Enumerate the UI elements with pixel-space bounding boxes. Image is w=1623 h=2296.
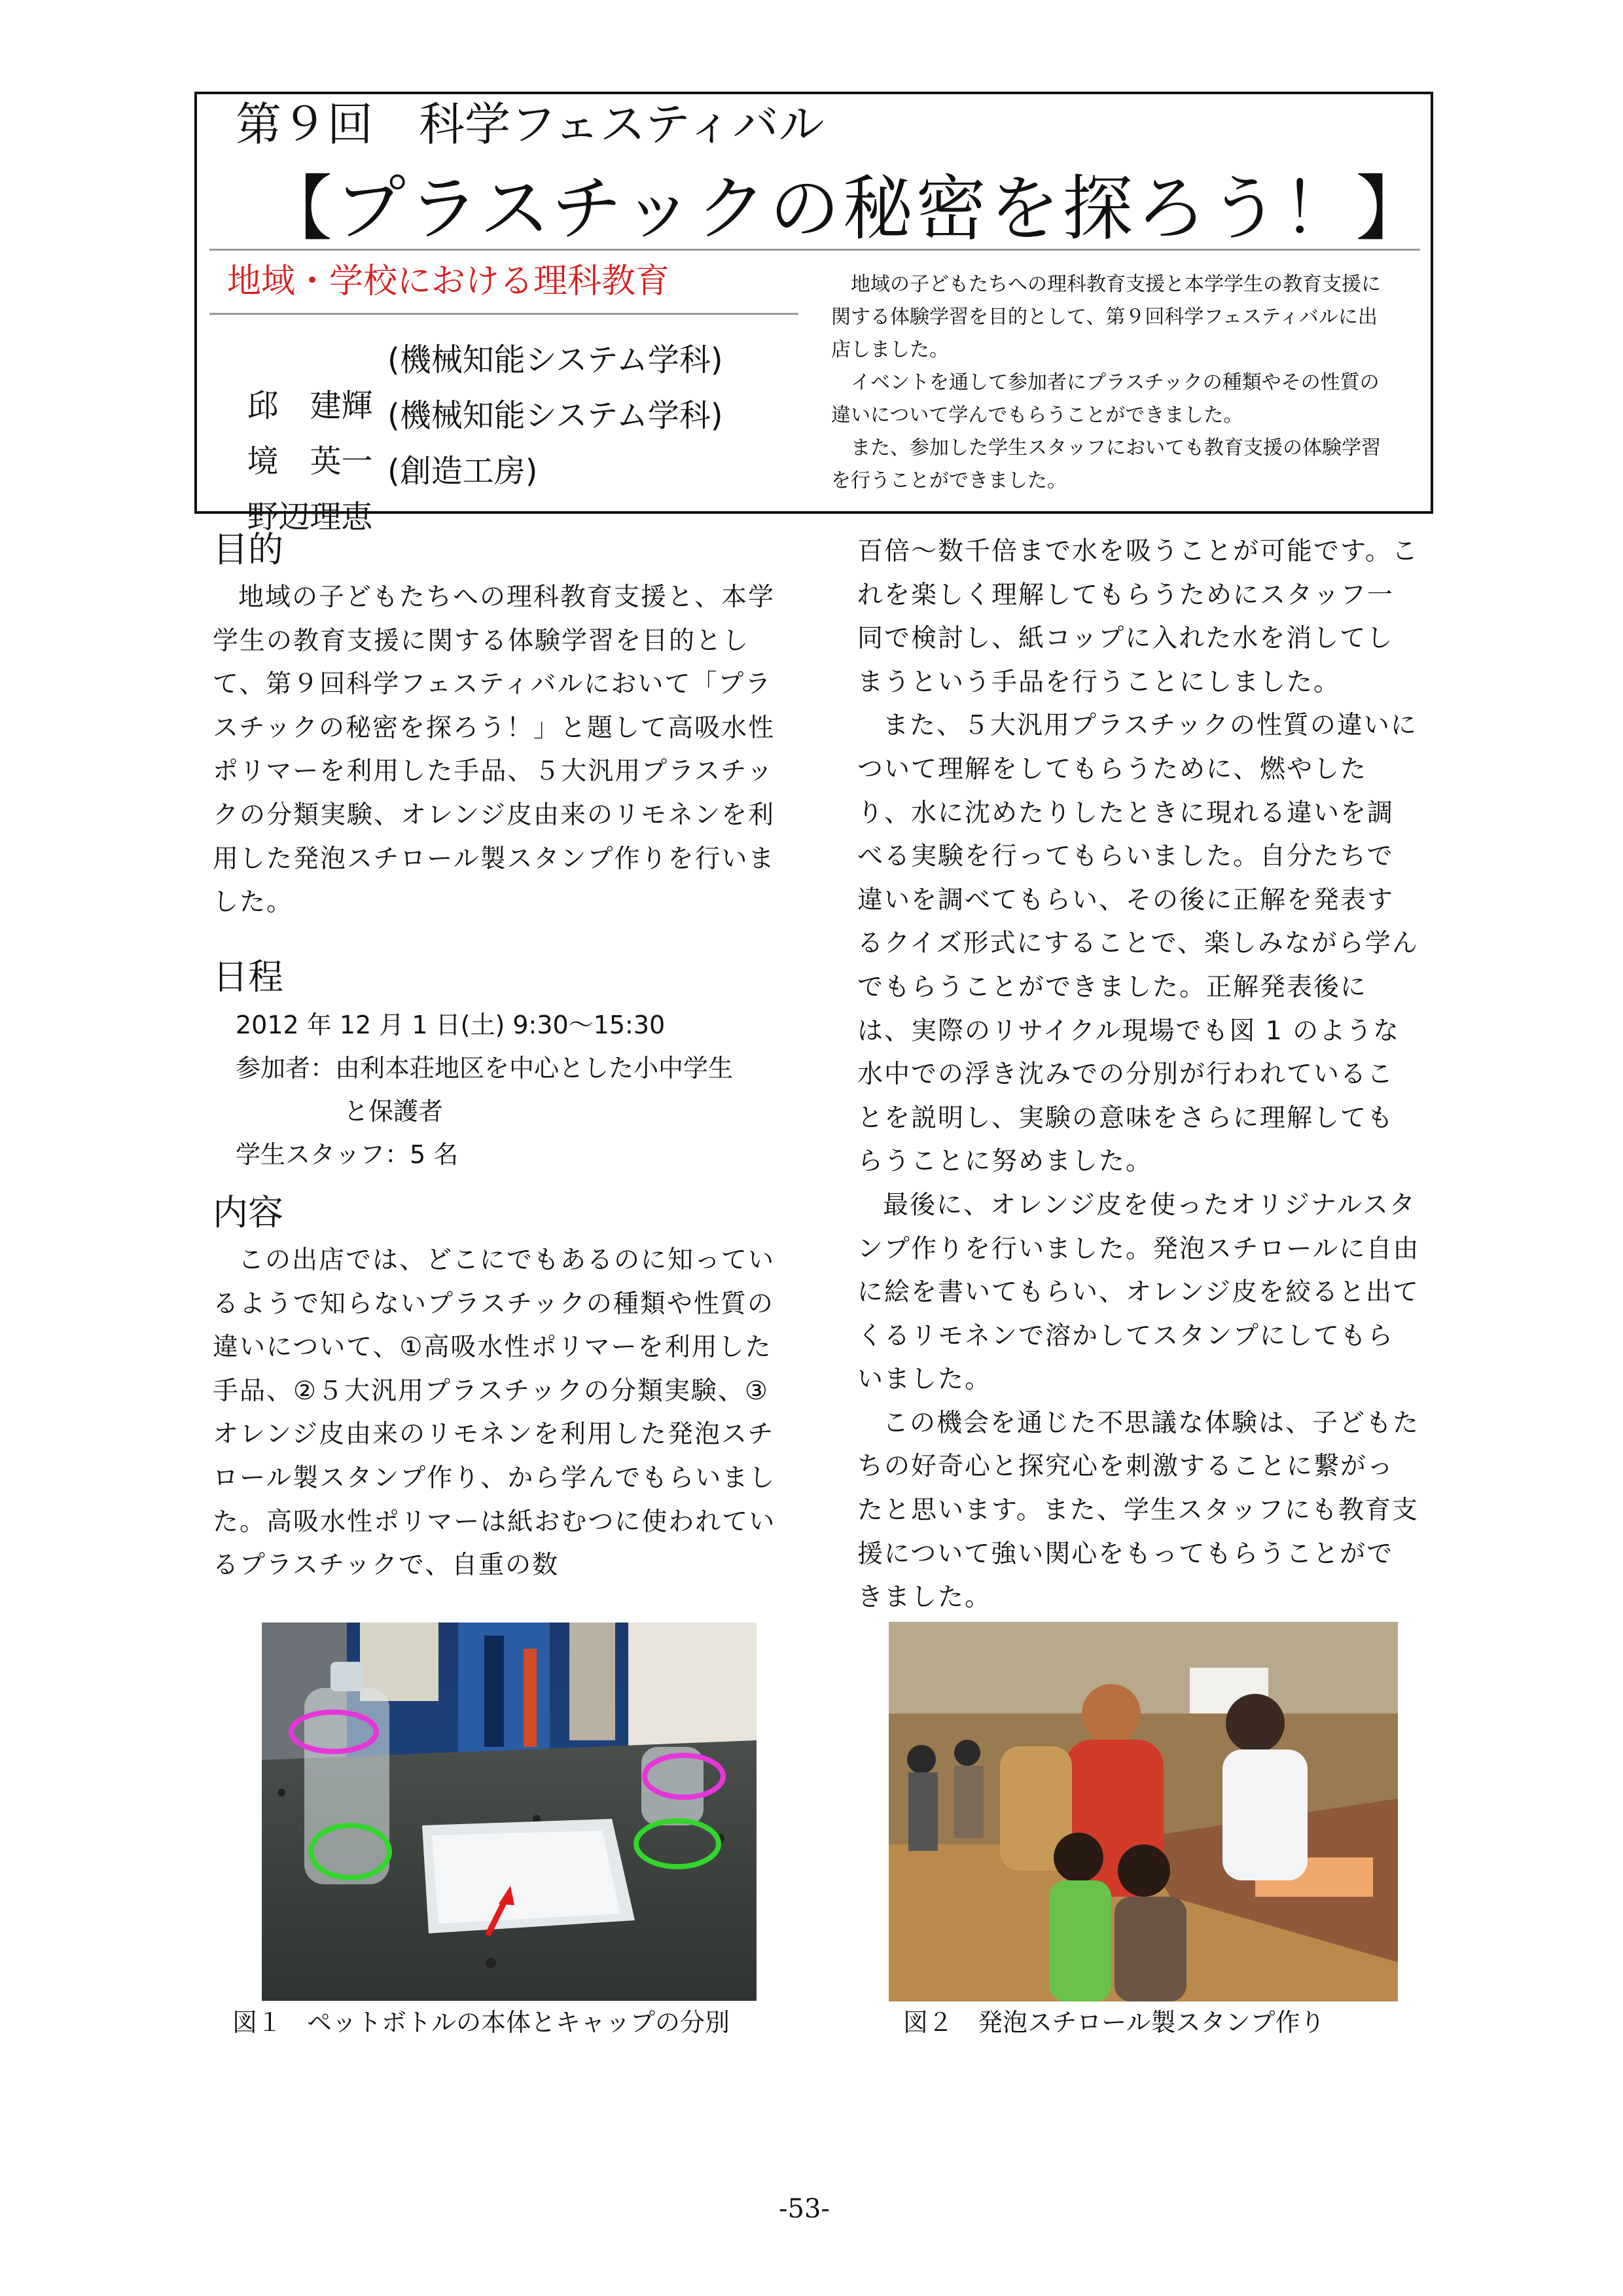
author-affiliation: (機械知能システム学科): [387, 397, 723, 434]
purpose-text: 地域の子どもたちへの理科教育支援と、本学学生の教育支援に関する体験学習を目的として、第９回科学フェスティバルにおいて「プラスチックの秘密を探ろう！」と題して高吸水性ポリマーを利用した手品、５大汎用プラスチックの分類実験、オレンジ皮由来のリモネンを利用した発泡スチロール製スタンプ作りを行いました。: [213, 583, 776, 918]
abstract: [831, 268, 1394, 497]
participants-text: 由利本荘地区を中心とした小中学生: [335, 1054, 734, 1083]
page-number: -53-: [779, 2194, 830, 2224]
content-paragraph: また、５大汎用プラスチックの性質の違いについて理解をしてもらうために、燃やしたり、水に沈めたりしたときに現れる違いを調べる実験を行ってもらいました。自分たちで違いを調べてもらい、その後に正解を発表するクイズ形式にすることで、楽しみながら学んでもらうことができました。正解発表後には、実際のリサイクル現場でも図 1 のような水中での浮き沈みでの分別が行われていることを説明し、実験の意味をさらに理解してもらうことに努めました。: [857, 711, 1419, 1177]
series-title: 第９回 科学フェスティバル: [236, 98, 825, 151]
category-label: 地域・学校における理科教育: [227, 262, 670, 301]
main-title: 【プラスチックの秘密を探ろう！】: [262, 168, 1429, 250]
content-heading: 内容: [213, 1192, 283, 1233]
participants-label: 参加者：: [236, 1054, 336, 1083]
author-name: 境 英一: [247, 443, 373, 480]
category-divider: [209, 313, 798, 315]
purpose-heading: 目的: [213, 529, 283, 570]
abstract-paragraph: イベントを通して参加者にプラスチックの種類やその性質の違いについて学んでもらうことができました。: [831, 371, 1380, 427]
schedule-participants: [236, 1047, 789, 1090]
abstract-paragraph: また、参加した学生スタッフにおいても教育支援の体験学習を行うことができました。: [831, 437, 1381, 492]
participants-text-cont: と保護者: [344, 1097, 444, 1126]
schedule-staff: 学生スタッフ：5 名: [236, 1140, 459, 1169]
right-column: [857, 530, 1420, 1620]
schedule-heading: 日程: [213, 956, 283, 997]
figure-1-caption: 図１ ペットボトルの本体とキャップの分別: [232, 2008, 730, 2037]
purpose-section: [213, 576, 789, 925]
schedule-date: 2012 年 12 月 1 日(土) 9:30～15:30: [236, 1011, 666, 1039]
figure-1-photo: [262, 1623, 757, 2001]
author-name: 野辺理恵: [247, 499, 373, 535]
left-column: [213, 524, 789, 1588]
content-paragraph: 百倍～数千倍まで水を吸うことが可能です。これを楽しく理解してもらうためにスタッフ一同で検討し、紙コップに入れた水を消してしまうという手品を行うことにしました。: [857, 537, 1419, 697]
author-name: 邱 建輝: [247, 387, 373, 424]
title-divider: [209, 249, 1420, 251]
figure-2-caption: 図２ 発泡スチロール製スタンプ作り: [903, 2008, 1325, 2037]
author-affiliation: (創造工房): [387, 453, 538, 490]
content-section: [213, 1239, 789, 1588]
content-paragraph: この機会を通じた不思議な体験は、子どもたちの好奇心と探究心を刺激することに繋がったと思います。また、学生スタッフにも教育支援について強い関心をもってもらうことができました。: [857, 1408, 1420, 1613]
content-text: この出店では、どこにでもあるのに知っているようで知らないプラスチックの種類や性質の違いについて、①高吸水性ポリマーを利用した手品、②５大汎用プラスチックの分類実験、③オレンジ皮由来のリモネンを利用した発泡スチロール製スタンプ作り、から学んでもらいました。高吸水性ポリマーは紙おむつに使われているプラスチックで、自重の数: [213, 1246, 776, 1581]
figure-2-photo: [889, 1622, 1398, 2001]
schedule-section: [213, 1003, 789, 1179]
author-affiliation: (機械知能システム学科): [387, 342, 723, 378]
content-paragraph: 最後に、オレンジ皮を使ったオリジナルスタンプ作りを行いました。発泡スチロールに自由に絵を書いてもらい、オレンジ皮を絞ると出てくるリモネンで溶かしてスタンプにしてもらいました。: [857, 1190, 1420, 1395]
abstract-paragraph: 地域の子どもたちへの理科教育支援と本学学生の教育支援に関する体験学習を目的として、第９回科学フェスティバルに出店しました。: [831, 273, 1381, 361]
